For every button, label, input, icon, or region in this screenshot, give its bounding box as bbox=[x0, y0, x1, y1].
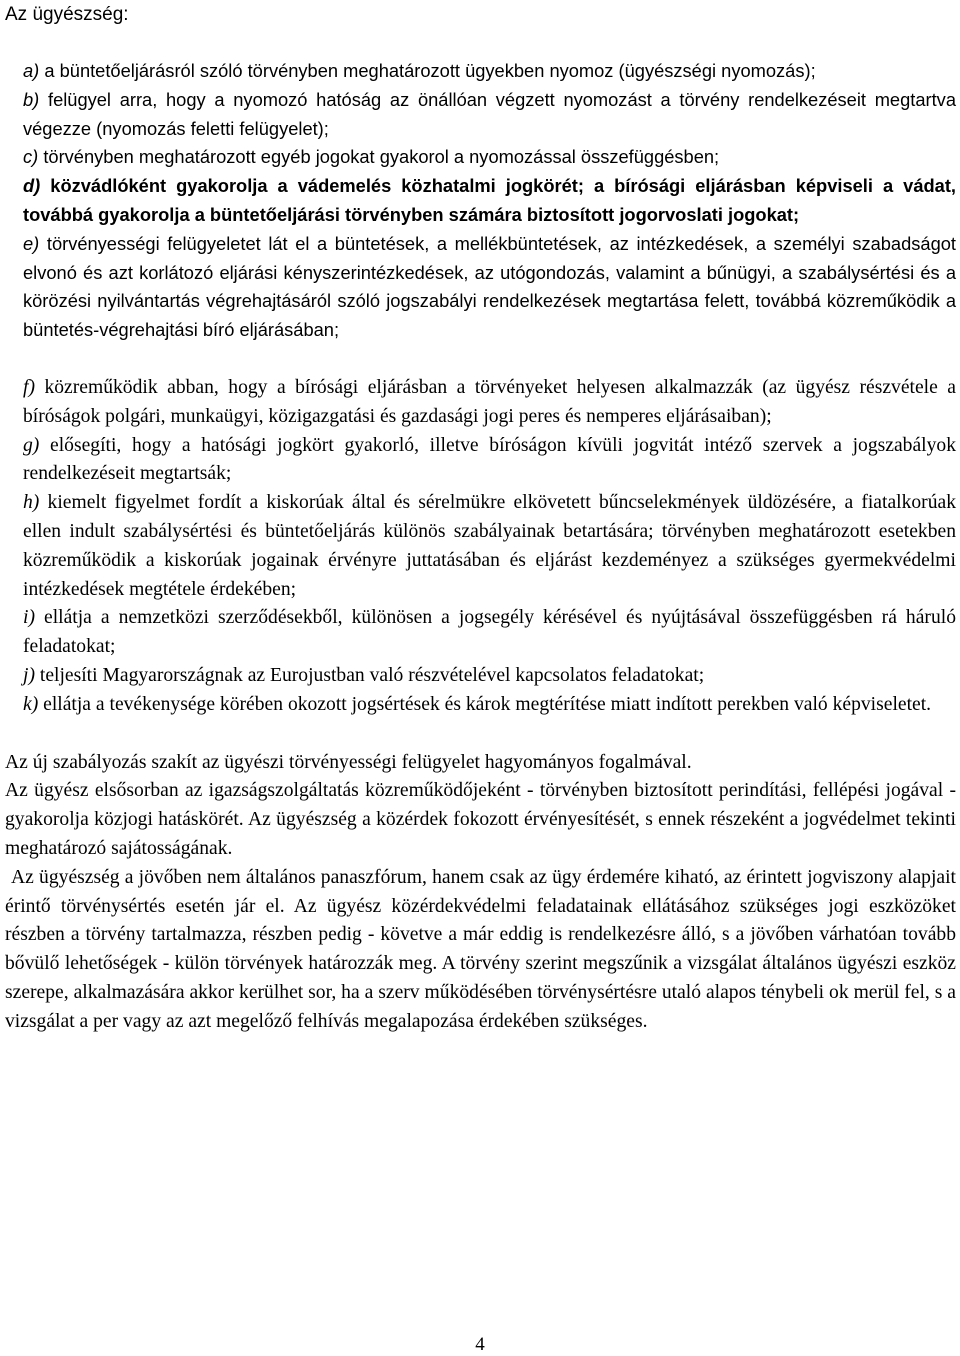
item-text: teljesíti Magyarországnak az Eurojustban való részvételével kapcsolatos feladatokat; bbox=[39, 664, 705, 686]
item-text: kiemelt figyelmet fordít a kiskorúak által és sérelmükre elkövetett bűncselekmények üldözésére, a fiatalkorúak ellen indult szabálysértési és büntetőeljárás különös szabályainak betartására; törvényben meghatározott esetekben közreműködik a kiskorúak jogainak érvényre juttatásában és eljárást kezdeményez a szükséges gyermekvédelmi intézkedések megtétele érdekében; bbox=[23, 492, 956, 600]
list-item-b bbox=[5, 86, 956, 144]
item-letter: j) bbox=[23, 664, 35, 686]
paragraph: Az ügyész elsősorban az igazságszolgáltatás közreműködőjeként - törvényben biztosított perindítási, fellépési jogával - gyakorolja közjogi hatáskörét. Az ügyészség a közérdek fokozott érvényesítését, s ennek részeként a jogvédelmet tekinti meghatározó sajátosságának. bbox=[5, 780, 956, 859]
list-item-j bbox=[5, 662, 956, 691]
duties-list bbox=[5, 57, 956, 720]
item-letter: a) bbox=[23, 60, 40, 81]
item-text: törvényességi felügyeletet lát el a büntetések, a mellékbüntetések, az intézkedések, a személyi szabadságot elvonó és azt korlátozó eljárási kényszerintézkedések, az utógondozás, valamint a bűnügyi, a szabálysértési és a körözési nyilvántartás végrehajtásáról szóló jogszabályi rendelkezések megtartása felett, továbbá közreműködik a büntetés-végrehajtási bíró eljárásában; bbox=[23, 232, 956, 341]
item-letter: b) bbox=[23, 88, 40, 110]
page-number: 4 bbox=[475, 1334, 485, 1355]
item-letter: f) bbox=[23, 376, 35, 398]
item-text: a büntetőeljárásról szóló törvényben meghatározott ügyekben nyomoz (ügyészségi nyomozás); bbox=[44, 60, 816, 81]
item-text: közvádlóként gyakorolja a vádemelés közhatalmi jogkörét; a bírósági eljárásban képviseli a vádat, továbbá gyakorolja a büntetőeljárási törvényben számára biztosított jogorvoslati jogokat; bbox=[23, 175, 956, 225]
commentary bbox=[5, 749, 956, 1037]
section-heading: Az ügyészség: bbox=[5, 4, 129, 25]
item-text: elősegíti, hogy a hatósági jogkört gyakorló, illetve bíróságon kívüli jogvitát intéző szervek a jogszabályok rendelkezéseit megtartsák; bbox=[23, 434, 956, 485]
item-text: felügyel arra, hogy a nyomozó hatóság az önállóan végzett nyomozást a törvény rendelkezéseit megtartva végezze (nyomozás feletti felügyelet); bbox=[23, 88, 956, 139]
paragraph: Az új szabályozás szakít az ügyészi törvényességi felügyelet hagyományos fogalmával. bbox=[5, 751, 692, 773]
list-item-k bbox=[5, 691, 956, 720]
item-text: ellátja a tevékenysége körében okozott jogsértések és károk megtérítése miatt indított perekben való képviseletet. bbox=[43, 693, 932, 715]
item-text: ellátja a nemzetközi szerződésekből, különösen a jogsegély kérésével és nyújtásával összefüggésben rá háruló feladatokat; bbox=[23, 607, 956, 658]
list-item-g bbox=[5, 432, 956, 490]
item-letter: c) bbox=[23, 146, 39, 168]
document-page bbox=[5, 0, 956, 1037]
list-item-e bbox=[5, 230, 956, 345]
item-letter: h) bbox=[23, 492, 40, 514]
list-item-i bbox=[5, 604, 956, 662]
list-item-h bbox=[5, 489, 956, 604]
item-letter: g) bbox=[23, 434, 40, 456]
item-letter: k) bbox=[23, 693, 39, 715]
item-letter: i) bbox=[23, 607, 35, 629]
item-letter: e) bbox=[23, 232, 40, 254]
list-item-a bbox=[5, 57, 956, 86]
item-letter: d) bbox=[23, 175, 41, 197]
list-item-c bbox=[5, 143, 956, 172]
item-text: törvényben meghatározott egyéb jogokat gyakorol a nyomozással összefüggésben; bbox=[43, 146, 720, 168]
spacer bbox=[5, 345, 956, 374]
item-text: közreműködik abban, hogy a bírósági eljárásban a törvényeket helyesen alkalmazzák (az ügyész részvétele a bíróságok polgári, munkaügyi, közigazgatási és gazdasági jogi peres és nemperes eljárásaiban); bbox=[23, 376, 956, 427]
list-item-d bbox=[5, 172, 956, 230]
list-item-f bbox=[5, 374, 956, 432]
paragraph: Az ügyészség a jövőben nem általános panaszfórum, hanem csak az ügy érdemére kiható, az érintett jogviszony alapjait érintő törvénysértés esetén jár el. Az ügyész közérdekvédelmi feladatainak ellátásához szükséges jogi eszközöket részben a törvény tartalmazza, részben pedig - követve a már eddig is rendelkezésre álló, s a jövőben várhatóan tovább bővülő lehetőségek - külön törvények határozzák meg. A törvény szerint megszűnik a vizsgálat általános ügyészi eszköz szerepe, alkalmazására akkor kerülhet sor, ha a szerv működésében törvénysértésre utaló alapos ténybeli ok merül fel, s a vizsgálat a per vagy az azt megelőző felhívás megalapozása érdekében szükséges. bbox=[5, 866, 956, 1032]
